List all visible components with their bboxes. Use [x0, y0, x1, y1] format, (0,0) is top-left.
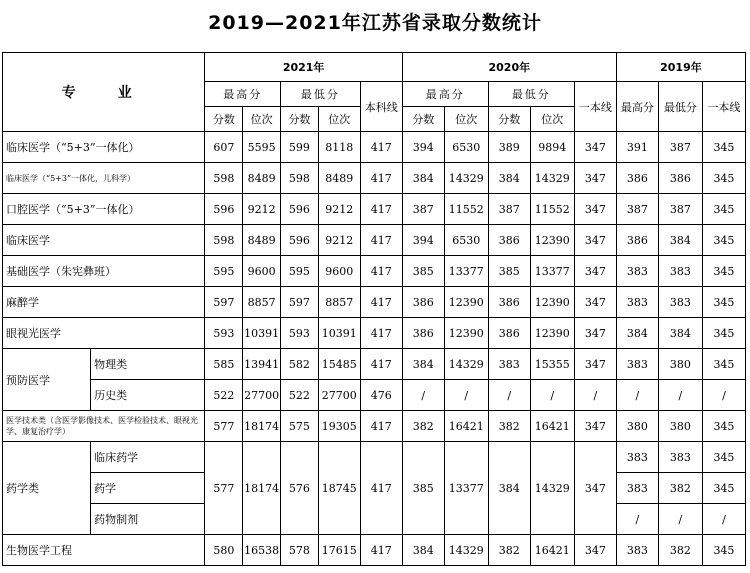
y2020-cell: 16421 [530, 535, 574, 566]
y2019-cell: / [616, 504, 658, 535]
score-header: 分数 [402, 107, 444, 132]
2021-highest-header: 最高分 [205, 82, 281, 107]
table-row [3, 132, 746, 163]
y2019-cell: 345 [702, 535, 745, 566]
y2020-cell: 347 [574, 132, 616, 163]
table-row [3, 442, 746, 473]
y2021-cell: 522 [281, 380, 319, 411]
y2021-cell: 593 [205, 318, 243, 349]
y2020-cell: 16421 [444, 411, 488, 442]
y2019-cell: / [616, 380, 658, 411]
y2019-cell: 380 [658, 411, 702, 442]
y2021-cell: 598 [281, 163, 319, 194]
y2021-cell: 417 [360, 163, 402, 194]
y2019-cell: 383 [616, 473, 658, 504]
y2021-cell: 8857 [318, 287, 360, 318]
y2020-cell: 385 [488, 256, 530, 287]
y2020-cell: 382 [488, 411, 530, 442]
y2020-cell: 382 [402, 411, 444, 442]
y2019-cell: 345 [702, 473, 745, 504]
major-name: 基础医学（朱宪彝班） [3, 256, 205, 287]
y2021-cell: 585 [205, 349, 243, 380]
y2020-cell: 347 [574, 442, 616, 535]
y2021-cell: 417 [360, 225, 402, 256]
y2020-cell: 11552 [444, 194, 488, 225]
y2021-cell: 9600 [318, 256, 360, 287]
2020-yiben-header: 一本线 [574, 82, 616, 132]
year-2020-header: 2020年 [402, 53, 616, 82]
major-name: 临床医学（“5+3”一体化，儿科学） [3, 163, 205, 194]
y2020-cell: 347 [574, 411, 616, 442]
y2021-cell: 9212 [243, 194, 281, 225]
y2020-cell: 347 [574, 256, 616, 287]
y2020-cell: 383 [488, 349, 530, 380]
y2021-cell: 598 [205, 163, 243, 194]
y2020-cell: 13377 [530, 256, 574, 287]
y2020-cell: 6530 [444, 132, 488, 163]
y2020-cell: 386 [402, 318, 444, 349]
rank-header: 位次 [444, 107, 488, 132]
y2021-cell: 27700 [318, 380, 360, 411]
y2019-cell: 387 [658, 132, 702, 163]
y2021-cell: 597 [205, 287, 243, 318]
y2021-cell: 15485 [318, 349, 360, 380]
y2021-cell: 607 [205, 132, 243, 163]
y2019-cell: 383 [616, 349, 658, 380]
major-name: 预防医学 [3, 349, 91, 411]
y2021-cell: 577 [205, 442, 243, 535]
y2020-cell: 382 [488, 535, 530, 566]
table-row [3, 225, 746, 256]
y2021-cell: 417 [360, 318, 402, 349]
2019-yiben-header: 一本线 [702, 82, 745, 132]
y2020-cell: / [444, 380, 488, 411]
2021-lowest-header: 最低分 [281, 82, 361, 107]
y2020-cell: 386 [488, 225, 530, 256]
major-name: 药学类 [3, 442, 91, 535]
major-name: 临床医学 [3, 225, 205, 256]
y2021-cell: 593 [281, 318, 319, 349]
y2021-cell: 18174 [243, 442, 281, 535]
year-2021-header: 2021年 [205, 53, 402, 82]
y2019-cell: 382 [658, 535, 702, 566]
y2019-cell: 345 [702, 163, 745, 194]
y2020-cell: 347 [574, 287, 616, 318]
y2020-cell: 394 [402, 132, 444, 163]
y2020-cell: 12390 [530, 287, 574, 318]
y2019-cell: 387 [616, 194, 658, 225]
y2019-cell: / [658, 380, 702, 411]
y2019-cell: 383 [616, 442, 658, 473]
y2021-cell: 8489 [243, 163, 281, 194]
2019-lowest-header: 最低分 [658, 82, 702, 132]
y2020-cell: 12390 [530, 318, 574, 349]
y2019-cell: 380 [616, 411, 658, 442]
y2019-cell: / [702, 504, 745, 535]
y2020-cell: 394 [402, 225, 444, 256]
score-header: 分数 [281, 107, 319, 132]
y2021-cell: 575 [281, 411, 319, 442]
y2021-cell: 10391 [318, 318, 360, 349]
y2021-cell: 13941 [243, 349, 281, 380]
y2020-cell: 12390 [444, 287, 488, 318]
y2020-cell: 347 [574, 318, 616, 349]
y2020-cell: 384 [402, 535, 444, 566]
y2020-cell: 385 [402, 442, 444, 535]
y2021-cell: 8489 [318, 163, 360, 194]
y2020-cell: 11552 [530, 194, 574, 225]
y2019-cell: 383 [658, 287, 702, 318]
y2021-cell: 417 [360, 535, 402, 566]
y2021-cell: 595 [281, 256, 319, 287]
y2021-cell: 417 [360, 442, 402, 535]
y2019-cell: / [702, 380, 745, 411]
y2021-cell: 522 [205, 380, 243, 411]
y2020-cell: 6530 [444, 225, 488, 256]
y2020-cell: 385 [402, 256, 444, 287]
y2019-cell: 345 [702, 256, 745, 287]
rank-header: 位次 [318, 107, 360, 132]
y2021-cell: 27700 [243, 380, 281, 411]
y2020-cell: 14329 [530, 442, 574, 535]
rank-header: 位次 [530, 107, 574, 132]
year-2019-header: 2019年 [616, 53, 745, 82]
y2021-cell: 597 [281, 287, 319, 318]
sub-major-name: 历史类 [91, 380, 205, 411]
y2019-cell: 345 [702, 411, 745, 442]
y2019-cell: 383 [616, 287, 658, 318]
sub-major-name: 药物制剂 [91, 504, 205, 535]
y2021-cell: 417 [360, 132, 402, 163]
y2020-cell: 347 [574, 535, 616, 566]
y2020-cell: 12390 [444, 318, 488, 349]
y2020-cell: 347 [574, 225, 616, 256]
sub-major-name: 药学 [91, 473, 205, 504]
y2021-cell: 596 [281, 225, 319, 256]
y2020-cell: 387 [488, 194, 530, 225]
sub-major-name: 物理类 [91, 349, 205, 380]
y2020-cell: 9894 [530, 132, 574, 163]
y2019-cell: 383 [658, 256, 702, 287]
y2021-cell: 10391 [243, 318, 281, 349]
y2021-cell: 18174 [243, 411, 281, 442]
y2020-cell: 14329 [444, 535, 488, 566]
y2021-cell: 598 [205, 225, 243, 256]
y2019-cell: 345 [702, 225, 745, 256]
y2019-cell: / [658, 504, 702, 535]
y2020-cell: / [402, 380, 444, 411]
y2021-cell: 17615 [318, 535, 360, 566]
y2020-cell: 14329 [444, 349, 488, 380]
y2020-cell: 386 [488, 318, 530, 349]
y2021-cell: 9600 [243, 256, 281, 287]
y2019-cell: 345 [702, 318, 745, 349]
y2021-cell: 8489 [243, 225, 281, 256]
y2021-cell: 417 [360, 411, 402, 442]
y2021-cell: 18745 [318, 442, 360, 535]
y2019-cell: 382 [658, 473, 702, 504]
y2021-cell: 599 [281, 132, 319, 163]
table-row [3, 411, 746, 442]
score-header: 分数 [205, 107, 243, 132]
y2019-cell: 391 [616, 132, 658, 163]
2020-highest-header: 最高分 [402, 82, 488, 107]
table-row [3, 380, 746, 411]
score-header: 分数 [488, 107, 530, 132]
y2020-cell: / [530, 380, 574, 411]
table-row [3, 256, 746, 287]
y2019-cell: 386 [616, 225, 658, 256]
y2019-cell: 345 [702, 132, 745, 163]
y2019-cell: 345 [702, 442, 745, 473]
y2021-cell: 582 [281, 349, 319, 380]
y2019-cell: 384 [616, 318, 658, 349]
y2019-cell: 345 [702, 349, 745, 380]
2021-benke-header: 本科线 [360, 82, 402, 132]
y2021-cell: 596 [281, 194, 319, 225]
y2021-cell: 8118 [318, 132, 360, 163]
table-row [3, 535, 746, 566]
y2021-cell: 417 [360, 194, 402, 225]
y2020-cell: 347 [574, 194, 616, 225]
y2021-cell: 417 [360, 287, 402, 318]
y2021-cell: 596 [205, 194, 243, 225]
y2019-cell: 387 [658, 194, 702, 225]
y2021-cell: 16538 [243, 535, 281, 566]
table-row [3, 318, 746, 349]
y2019-cell: 386 [616, 163, 658, 194]
y2020-cell: 387 [402, 194, 444, 225]
y2020-cell: 15355 [530, 349, 574, 380]
y2020-cell: 386 [402, 287, 444, 318]
y2019-cell: 345 [702, 194, 745, 225]
y2020-cell: 16421 [530, 411, 574, 442]
y2019-cell: 380 [658, 349, 702, 380]
major-name: 眼视光医学 [3, 318, 205, 349]
y2020-cell: 347 [574, 163, 616, 194]
y2020-cell: 13377 [444, 442, 488, 535]
y2021-cell: 19305 [318, 411, 360, 442]
score-table [2, 52, 746, 566]
y2019-cell: 383 [616, 256, 658, 287]
table-row [3, 194, 746, 225]
y2021-cell: 580 [205, 535, 243, 566]
page-title: 2019—2021年江苏省录取分数统计 [208, 12, 542, 34]
rank-header: 位次 [243, 107, 281, 132]
y2020-cell: 384 [402, 349, 444, 380]
table-row [3, 349, 746, 380]
y2021-cell: 595 [205, 256, 243, 287]
y2020-cell: / [574, 380, 616, 411]
major-name: 生物医学工程 [3, 535, 205, 566]
major-header: 专 业 [3, 53, 205, 132]
y2021-cell: 417 [360, 256, 402, 287]
major-name: 医学技术类（含医学影像技术、医学检验技术、眼视光学、康复治疗学） [3, 411, 205, 442]
y2019-cell: 345 [702, 287, 745, 318]
y2020-cell: 13377 [444, 256, 488, 287]
table-row [3, 287, 746, 318]
y2020-cell: 384 [402, 163, 444, 194]
y2019-cell: 384 [658, 318, 702, 349]
y2021-cell: 8857 [243, 287, 281, 318]
y2021-cell: 9212 [318, 225, 360, 256]
major-name: 口腔医学（“5+3”一体化） [3, 194, 205, 225]
y2019-cell: 386 [658, 163, 702, 194]
2020-lowest-header: 最低分 [488, 82, 574, 107]
y2019-cell: 383 [658, 442, 702, 473]
y2021-cell: 476 [360, 380, 402, 411]
y2021-cell: 5595 [243, 132, 281, 163]
y2019-cell: 383 [616, 535, 658, 566]
y2021-cell: 576 [281, 442, 319, 535]
y2020-cell: 14329 [444, 163, 488, 194]
y2019-cell: 384 [658, 225, 702, 256]
table-row [3, 163, 746, 194]
major-name: 麻醉学 [3, 287, 205, 318]
y2020-cell: 347 [574, 349, 616, 380]
2019-highest-header: 最高分 [616, 82, 658, 132]
y2020-cell: 12390 [530, 225, 574, 256]
sub-major-name: 临床药学 [91, 442, 205, 473]
major-name: 临床医学（“5+3”一体化） [3, 132, 205, 163]
y2020-cell: 384 [488, 163, 530, 194]
y2020-cell: / [488, 380, 530, 411]
y2021-cell: 9212 [318, 194, 360, 225]
y2021-cell: 578 [281, 535, 319, 566]
y2020-cell: 386 [488, 287, 530, 318]
y2020-cell: 384 [488, 442, 530, 535]
y2020-cell: 389 [488, 132, 530, 163]
y2020-cell: 14329 [530, 163, 574, 194]
y2021-cell: 577 [205, 411, 243, 442]
y2021-cell: 417 [360, 349, 402, 380]
